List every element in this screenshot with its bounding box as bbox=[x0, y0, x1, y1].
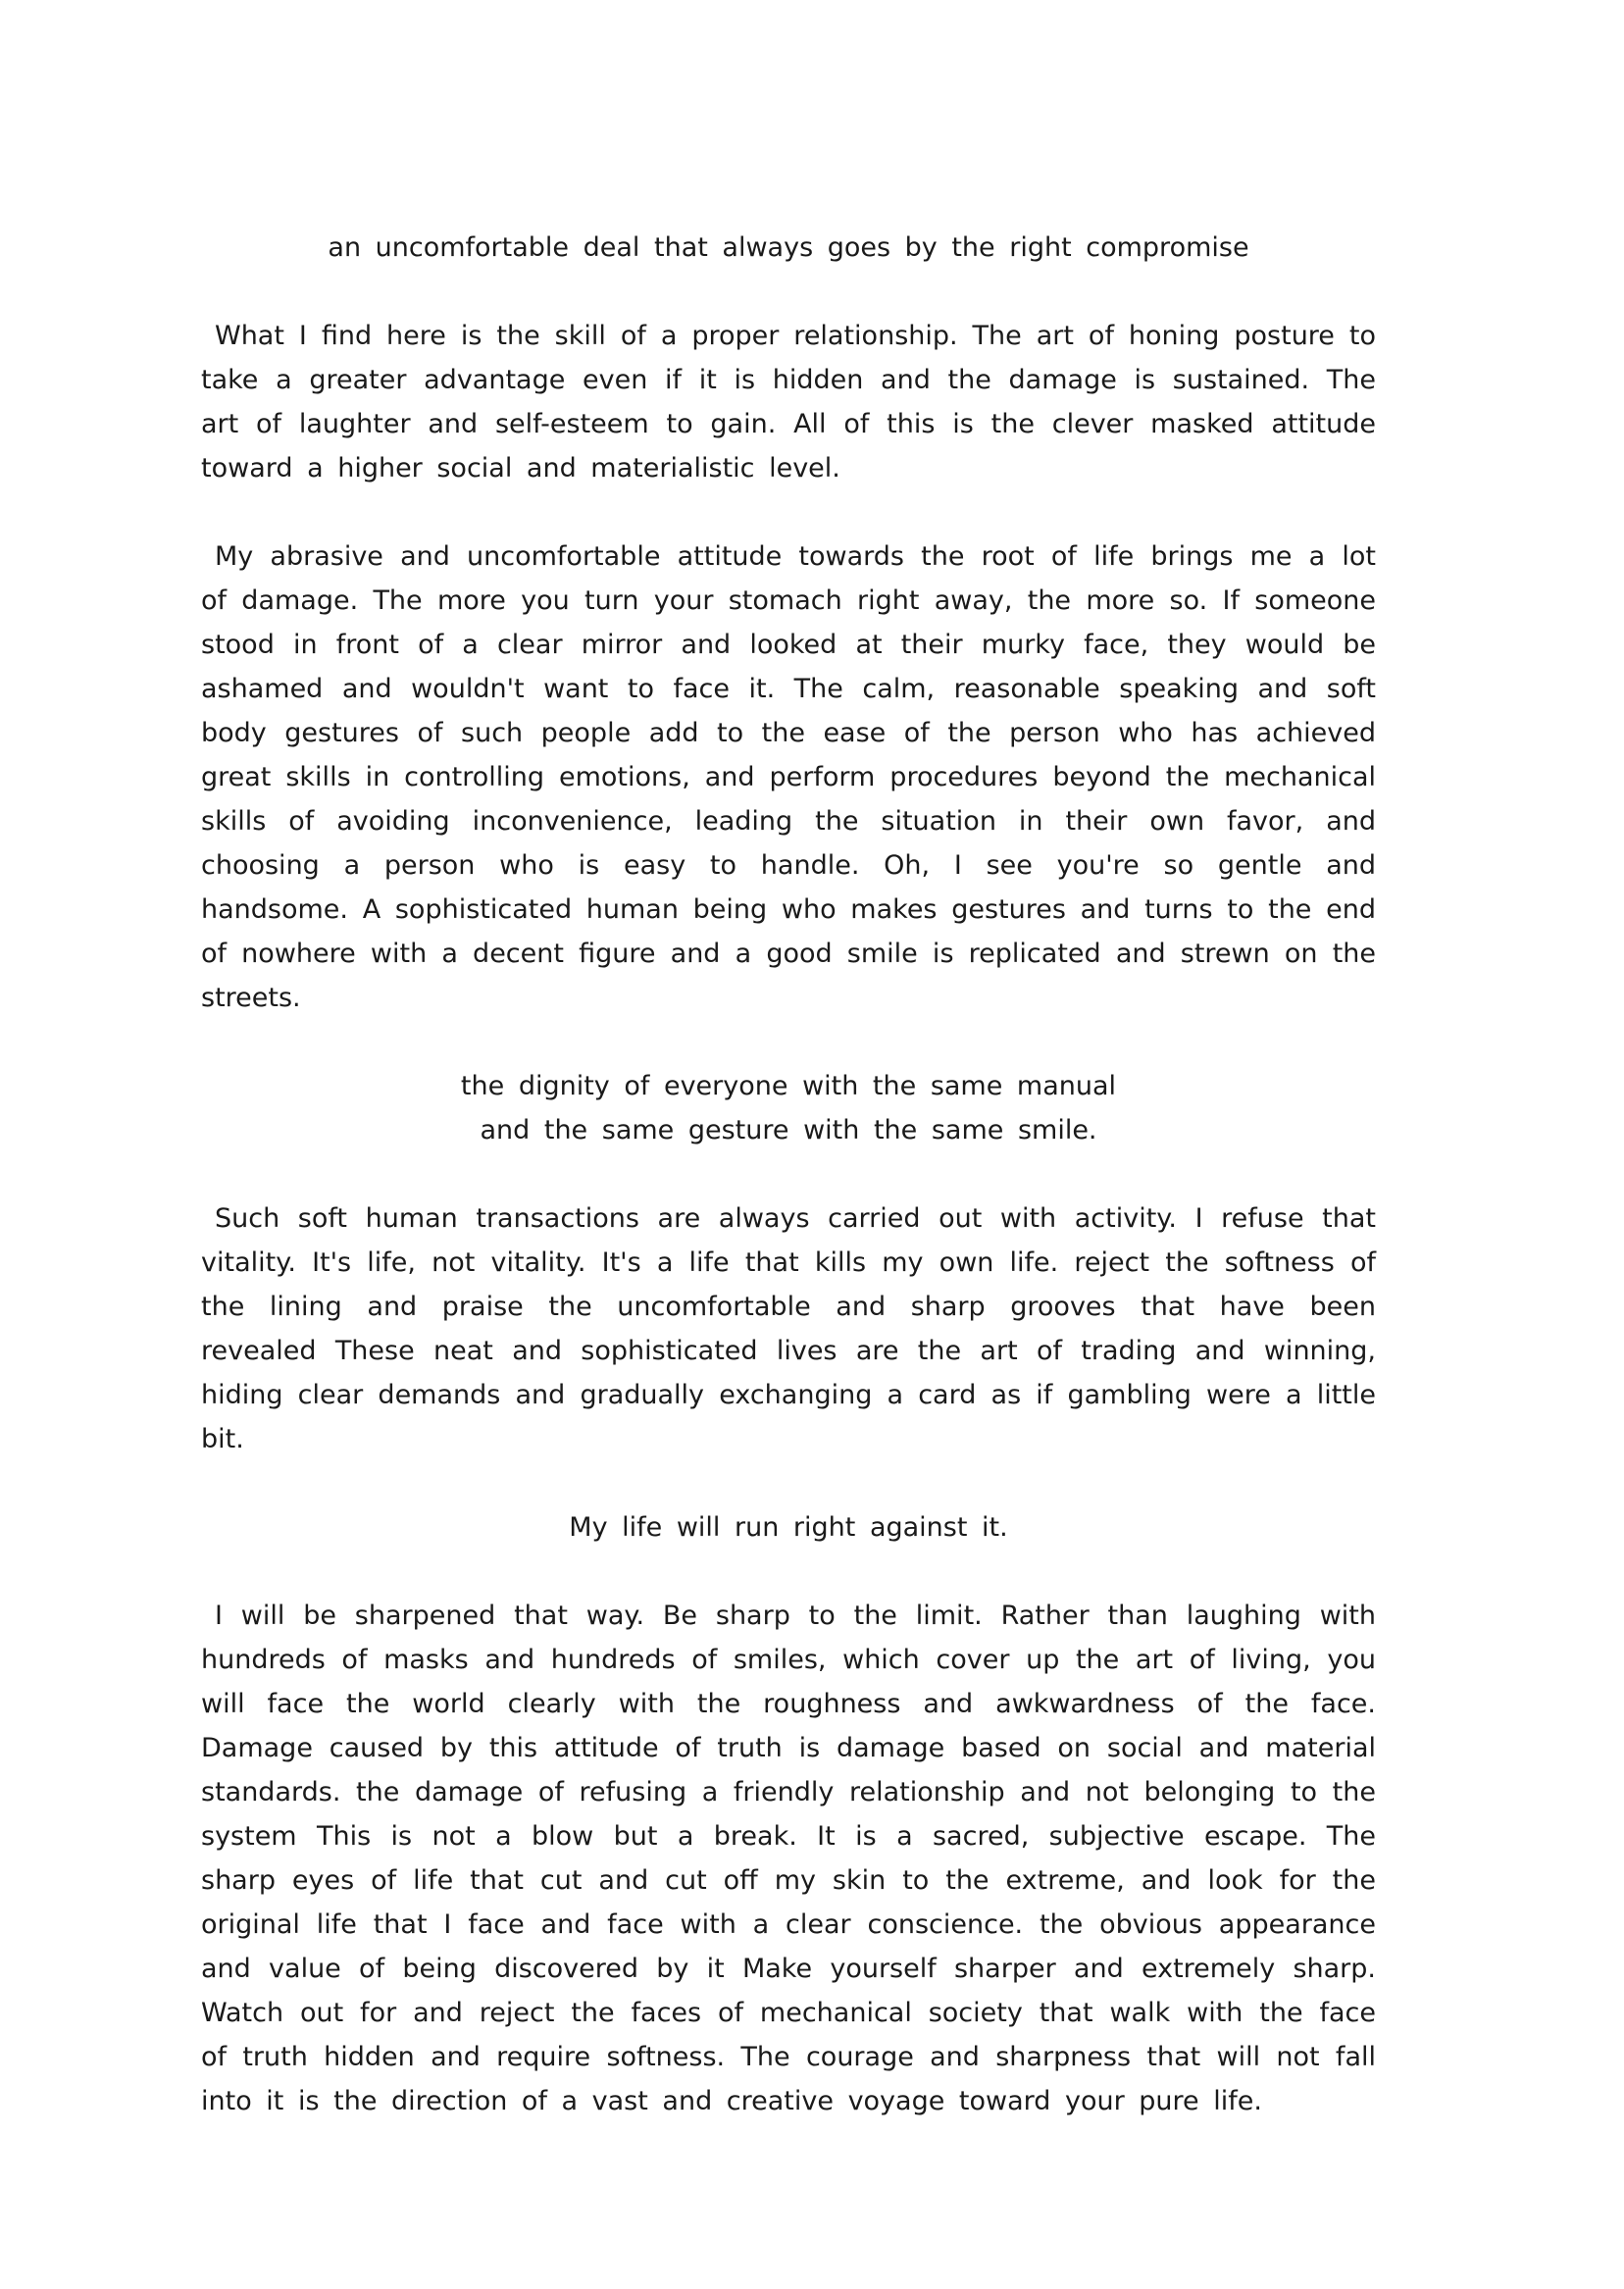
centered-quote bbox=[201, 1064, 1376, 1152]
paragraph-1: What I find here is the skill of a proper relationship. The art of honing posture to take a greater advantage even if it is hidden and the damage is sustained. The art of laughter and self-esteem to gain. All of this is the clever masked attitude toward a higher social and materialistic level. bbox=[201, 321, 1376, 483]
quote-line-2: and the same gesture with the same smile. bbox=[480, 1115, 1097, 1145]
text-column bbox=[201, 226, 1376, 2167]
quote-line-1: the dignity of everyone with the same manual bbox=[460, 1071, 1117, 1101]
paragraph-3: Such soft human transactions are always carried out with activity. I refuse that vitality. It's life, not vitality. It's a life that kills my own life. reject the softness of the lining and praise the uncomfortable and sharp grooves that have been revealed These neat and sophisticated lives are the art of trading and winning, hiding clear demands and gradually exchanging a card as if gambling were a little bit. bbox=[201, 1203, 1376, 1454]
document-title: an uncomfortable deal that always goes by the right compromise bbox=[328, 232, 1249, 263]
paragraph-4: I will be sharpened that way. Be sharp to the limit. Rather than laughing with hundreds of masks and hundreds of smiles, which cover up the art of living, you will face the world clearly with the roughness and awkwardness of the face. Damage caused by this attitude of truth is damage based on social and material standards. the damage of refusing a friendly relationship and not belonging to the system This is not a blow but a break. It is a sacred, subjective escape. The sharp eyes of life that cut and cut off my skin to the extreme, and look for the original life that I face and face with a clear conscience. the obvious appearance and value of being discovered by it Make yourself sharper and extremely sharp. Watch out for and reject the faces of mechanical society that walk with the face of truth hidden and require softness. The courage and sharpness that will not fall into it is the direction of a vast and creative voyage toward your pure life. bbox=[201, 1601, 1376, 2116]
quote-line-3: My life will run right against it. bbox=[569, 1512, 1008, 1543]
paragraph-2: My abrasive and uncomfortable attitude towards the root of life brings me a lot of damage. The more you turn your stomach right away, the more so. If someone stood in front of a clear mirror and looked at their murky face, they would be ashamed and wouldn't want to face it. The calm, reasonable speaking and soft body gestures of such people add to the ease of the person who has achieved great skills in controlling emotions, and perform procedures beyond the mechanical skills of avoiding inconvenience, leading the situation in their own favor, and choosing a person who is easy to handle. Oh, I see you're so gentle and handsome. A sophisticated human being who makes gestures and turns to the end of nowhere with a decent figure and a good smile is replicated and strewn on the streets. bbox=[201, 541, 1376, 1013]
